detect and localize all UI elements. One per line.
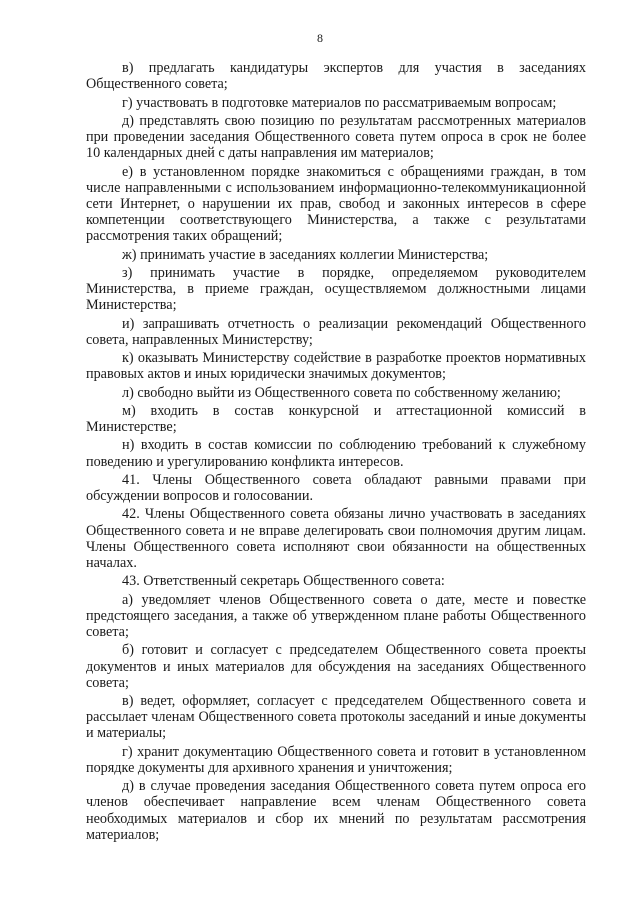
paragraph: л) свободно выйти из Общественного совета по собственному желанию; [122,384,561,401]
paragraph: 42. Члены Общественного совета обязаны лично участвовать в заседаниях Общественного совета и не вправе делегировать свои полномочия другим лицам. Члены Общественного совета исполняют свои обязанности на общественных началах. [86,506,586,572]
paragraph: м) входить в состав конкурсной и аттестационной комиссий в Министерстве; [86,402,586,436]
paragraph: е) в установленном порядке знакомиться с обращениями граждан, в том числе направленными с использованием информационно-телекоммуникационной сети Интернет, о нарушении их прав, свобод и законных интересов в сфере компетенции соответствующего Министерства, а также с результатами рассмотрения таких обращений; [86,163,586,245]
paragraph: д) представлять свою позицию по результатам рассмотренных материалов при проведении заседания Общественного совета путем опроса в срок не более 10 календарных дней с даты направления им материалов; [86,112,586,162]
paragraph: 43. Ответственный секретарь Общественного совета: [122,573,445,590]
paragraph: н) входить в состав комиссии по соблюдению требований к служебному поведению и урегулированию конфликта интересов. [86,437,586,470]
paragraph: в) ведет, оформляет, согласует с председателем Общественного совета и рассылает членам Общественного совета протоколы заседаний и иные документы и материалы; [86,693,586,742]
paragraph: г) участвовать в подготовке материалов по рассматриваемым вопросам; [122,94,557,111]
paragraph: д) в случае проведения заседания Общественного совета путем опроса его членов обеспечивает направление всем членам Общественного совета необходимых материалов и сбор их мнений по результатам рассмотрения материалов; [86,778,586,843]
paragraph: з) принимать участие в порядке, определяемом руководителем Министерства, в приеме граждан, осуществляемом должностными лицами Министерства; [86,264,586,314]
paragraph: б) готовит и согласует с председателем Общественного совета проекты документов и иных материалов для обсуждения на заседаниях Общественного совета; [86,642,586,691]
paragraph: а) уведомляет членов Общественного совета о дате, месте и повестке предстоящего заседания, а также об утвержденном плане работы Общественного совета; [86,591,586,641]
paragraph: и) запрашивать отчетность о реализации рекомендаций Общественного совета, направленных Министерству; [86,315,586,348]
paragraph: ж) принимать участие в заседаниях коллегии Министерства; [122,246,489,263]
document-body [86,60,586,845]
paragraph: 41. Члены Общественного совета обладают равными правами при обсуждении вопросов и голосовании. [86,471,586,505]
paragraph: г) хранит документацию Общественного совета и готовит в установленном порядке документы для архивного хранения и уничтожения; [86,743,586,776]
page-number: 8 [317,31,323,45]
paragraph: к) оказывать Министерству содействие в разработке проектов нормативных правовых актов и иных юридически значимых документов; [86,350,586,383]
paragraph: в) предлагать кандидатуры экспертов для участия в заседаниях Общественного совета; [86,60,586,93]
